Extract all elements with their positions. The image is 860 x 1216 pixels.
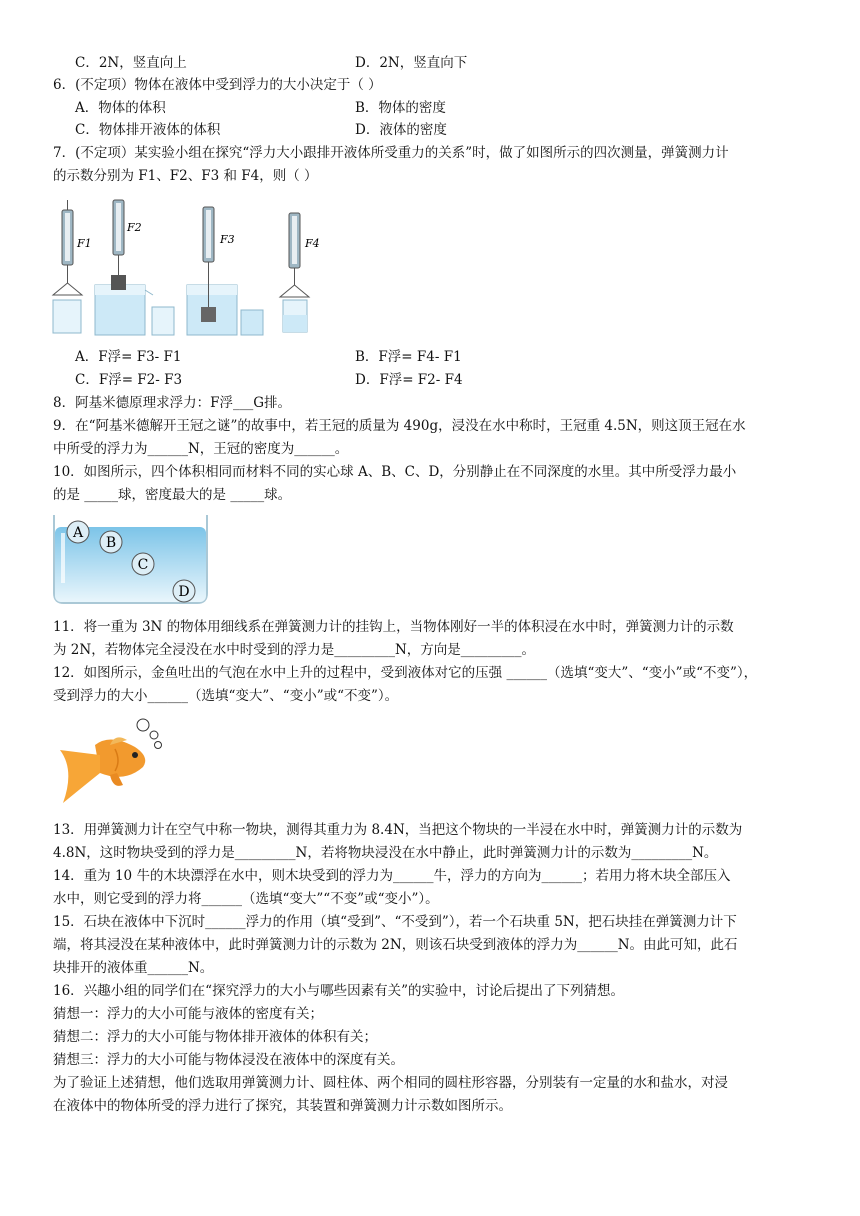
q6-option-a: A．物体的体积 bbox=[75, 100, 166, 116]
q9-line1: 9．在“阿基米德解开王冠之谜”的故事中，若王冠的质量为 490g，浸没在水中称时，王冠重 4.5N，则这顶王冠在水 bbox=[53, 418, 746, 434]
q7-stem-line1: 7．(不定项）某实验小组在探究“浮力大小跟排开液体所受重力的关系”时，做了如图所示的四次测量，弹簧测力计 bbox=[53, 145, 729, 161]
q7-option-c: C．F浮= F2- F3 bbox=[75, 372, 183, 388]
q13-line1: 13．用弹簧测力计在空气中称一物块，测得其重力为 8.4N，当把这个物块的一半浸在水中时，弹簧测力计的示数为 bbox=[53, 822, 743, 838]
q10-line2: 的是 _____球，密度最大的是 _____球。 bbox=[53, 487, 292, 503]
q7-option-a: A．F浮= F3- F1 bbox=[75, 349, 182, 365]
ball-b bbox=[100, 531, 122, 553]
q16-line6: 在液体中的物体所受的浮力进行了探究，其装置和弹簧测力计示数如图所示。 bbox=[53, 1098, 512, 1114]
q16-guess-1: 猜想一：浮力的大小可能与液体的密度有关； bbox=[53, 1006, 323, 1022]
q12-line1: 12．如图所示，金鱼吐出的气泡在水中上升的过程中，受到液体对它的压强 ______（选填“变大”、“变小”或“不变”）， bbox=[53, 665, 758, 681]
q8: 8．阿基米德原理求浮力：F浮___G排。 bbox=[53, 395, 291, 411]
q5-option-d: D．2N，竖直向下 bbox=[355, 55, 468, 71]
spring-scale-4 bbox=[280, 213, 320, 332]
q6-option-d: D．液体的密度 bbox=[355, 122, 447, 138]
svg-text:C: C bbox=[137, 557, 149, 573]
q6-option-c: C．物体排开液体的体积 bbox=[75, 122, 221, 138]
q12-line2: 受到浮力的大小______（选填“变大”、“变小”或“不变”）。 bbox=[53, 688, 399, 704]
q11-line1: 11．将一重为 3N 的物体用细线系在弹簧测力计的挂钩上，当物体刚好一半的体积浸在水中时，弹簧测力计的示数 bbox=[53, 619, 734, 635]
q10-figure-balls-in-water bbox=[53, 515, 208, 605]
q9-line2: 中所受的浮力为______N，王冠的密度为______。 bbox=[53, 441, 349, 457]
q15-line2: 端，将其浸没在某种液体中，此时弹簧测力计的示数为 2N，则该石块受到液体的浮力为______N。由此可知，此石 bbox=[53, 937, 738, 953]
q5-option-c: C．2N，竖直向上 bbox=[75, 55, 187, 71]
q16-guess-3: 猜想三：浮力的大小可能与物体浸没在液体中的深度有关。 bbox=[53, 1052, 404, 1068]
q15-line3: 块排开的液体重______N。 bbox=[53, 960, 214, 976]
q7-stem-line2: 的示数分别为 F1、F2、F3 和 F4，则（ ） bbox=[53, 168, 318, 184]
svg-text:A: A bbox=[72, 525, 84, 541]
q7-option-b: B．F浮= F4- F1 bbox=[355, 349, 462, 365]
q11-line2: 为 2N，若物体完全浸没在水中时受到的浮力是_________N，方向是_________。 bbox=[53, 642, 536, 658]
q7-figure-spring-scales bbox=[45, 195, 335, 340]
spring-scale-2 bbox=[111, 200, 142, 290]
q15-line1: 15．石块在液体中下沉时______浮力的作用（填“受到”、“不受到”），若一个石块重 5N，把石块挂在弹簧测力计下 bbox=[53, 914, 737, 930]
q16-line5: 为了验证上述猜想，他们选取用弹簧测力计、圆柱体、两个相同的圆柱形容器，分别装有一定量的水和盐水，对浸 bbox=[53, 1075, 728, 1091]
q6-option-b: B．物体的密度 bbox=[355, 100, 446, 116]
svg-text:D: D bbox=[178, 584, 190, 600]
q14-line1: 14．重为 10 牛的木块漂浮在水中，则木块受到的浮力为______牛，浮力的方向为______；若用力将木块全部压入 bbox=[53, 868, 731, 884]
ball-d bbox=[173, 580, 195, 602]
svg-text:B: B bbox=[105, 535, 117, 551]
q14-line2: 水中，则它受到的浮力将______（选填“变大”“不变”或“变小”）。 bbox=[53, 891, 439, 907]
q16-guess-2: 猜想二：浮力的大小可能与物体排开液体的体积有关； bbox=[53, 1029, 377, 1045]
q7-option-d: D．F浮= F2- F4 bbox=[355, 372, 463, 388]
spring-scale-1 bbox=[53, 200, 92, 295]
q16-line1: 16．兴趣小组的同学们在“探究浮力的大小与哪些因素有关”的实验中，讨论后提出了下列猜想。 bbox=[53, 983, 624, 999]
ball-c bbox=[132, 553, 154, 575]
label-f2: F2 bbox=[127, 221, 142, 234]
ball-a bbox=[67, 521, 89, 543]
q13-line2: 4.8N，这时物块受到的浮力是_________N，若将物块浸没在水中静止，此时弹簧测力计的示数为_________N。 bbox=[53, 845, 718, 861]
label-f3: F3 bbox=[220, 233, 235, 246]
q12-figure-goldfish bbox=[55, 715, 170, 807]
q10-line1: 10．如图所示，四个体积相同而材料不同的实心球 A、B、C、D，分别静止在不同深度的水里。其中所受浮力最小 bbox=[53, 464, 737, 480]
q6-stem: 6．(不定项）物体在液体中受到浮力的大小决定于（ ） bbox=[53, 77, 382, 93]
label-f4: F4 bbox=[305, 237, 320, 250]
label-f1: F1 bbox=[77, 237, 92, 250]
